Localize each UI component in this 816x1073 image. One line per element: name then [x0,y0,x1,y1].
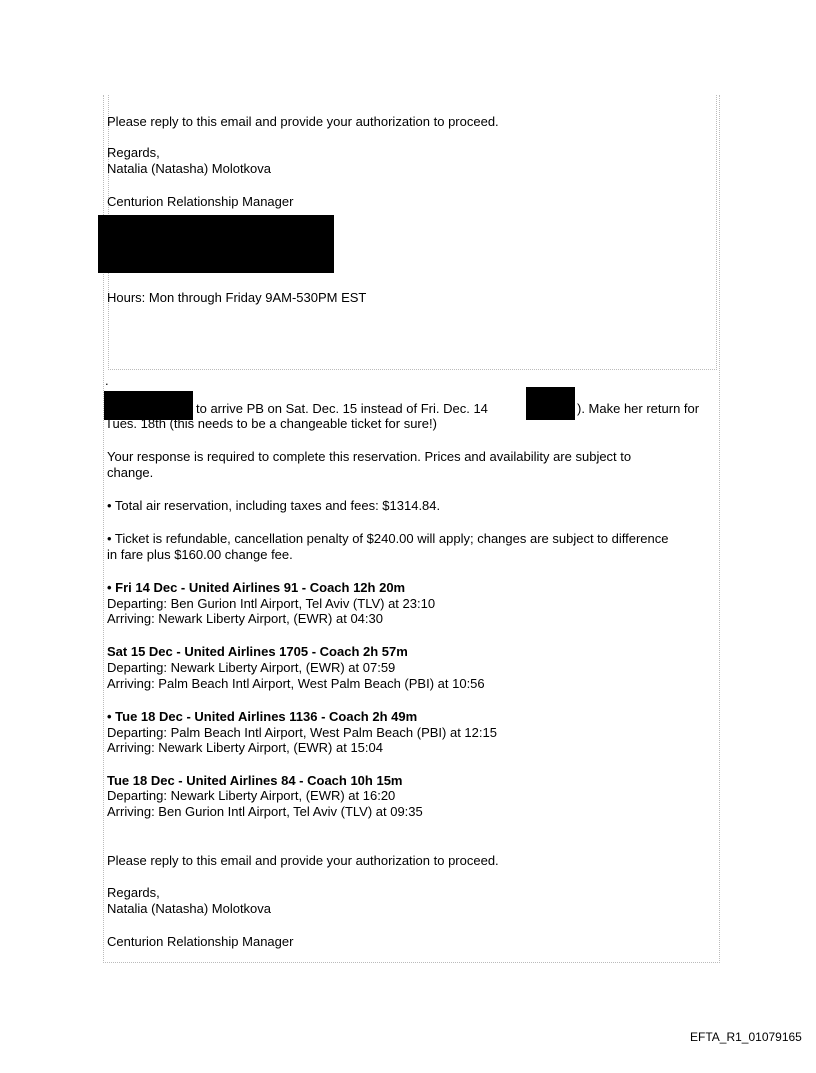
separator-dot: . [105,373,109,388]
flight-arriving: Arriving: Newark Liberty Airport, (EWR) at 04:30 [107,611,383,626]
flight-arriving: Arriving: Ben Gurion Intl Airport, Tel Aviv (TLV) at 09:35 [107,804,423,819]
flight-departing: Departing: Ben Gurion Intl Airport, Tel Aviv (TLV) at 23:10 [107,596,436,611]
flight-departing: Departing: Palm Beach Intl Airport, West Palm Beach (PBI) at 12:15 [107,725,497,740]
reply-request: Please reply to this email and provide your authorization to proceed. [107,853,499,868]
total-price: • Total air reservation, including taxes and fees: $1314.84. [107,498,441,513]
redaction-box [98,215,334,273]
flight-departing: Departing: Newark Liberty Airport, (EWR) at 07:59 [107,660,396,675]
flight-header: • Tue 18 Dec - United Airlines 1136 - Coach 2h 49m [107,709,418,724]
redaction-box [526,387,575,420]
flight-departing: Departing: Newark Liberty Airport, (EWR) at 16:20 [107,788,396,803]
request-text-end: ). Make her return for [577,401,700,416]
sender-name: Natalia (Natasha) Molotkova [107,901,272,916]
notice-line1: Your response is required to complete this reservation. Prices and availability are subject to [107,449,632,464]
sender-name: Natalia (Natasha) Molotkova [107,161,272,176]
refund-policy-cont: in fare plus $160.00 change fee. [107,547,293,562]
flight-header: Tue 18 Dec - United Airlines 84 - Coach 10h 15m [107,773,403,788]
flight-header: • Fri 14 Dec - United Airlines 91 - Coach 12h 20m [107,580,406,595]
request-text-line2: Tues. 18th (this needs to be a changeable ticket for sure!) [105,416,437,431]
notice-line2: change. [107,465,154,480]
reply-request: Please reply to this email and provide your authorization to proceed. [107,114,499,129]
regards: Regards, [107,885,160,900]
sender-title: Centurion Relationship Manager [107,934,294,949]
sender-title: Centurion Relationship Manager [107,194,294,209]
request-text: to arrive PB on Sat. Dec. 15 instead of Fri. Dec. 14 [196,401,488,416]
regards: Regards, [107,145,160,160]
office-hours: Hours: Mon through Friday 9AM-530PM EST [107,290,367,305]
flight-header: Sat 15 Dec - United Airlines 1705 - Coach 2h 57m [107,644,408,659]
document-id: EFTA_R1_01079165 [690,1030,802,1044]
refund-policy: • Ticket is refundable, cancellation penalty of $240.00 will apply; changes are subject to difference [107,531,669,546]
flight-arriving: Arriving: Newark Liberty Airport, (EWR) at 15:04 [107,740,383,755]
flight-arriving: Arriving: Palm Beach Intl Airport, West Palm Beach (PBI) at 10:56 [107,676,485,691]
